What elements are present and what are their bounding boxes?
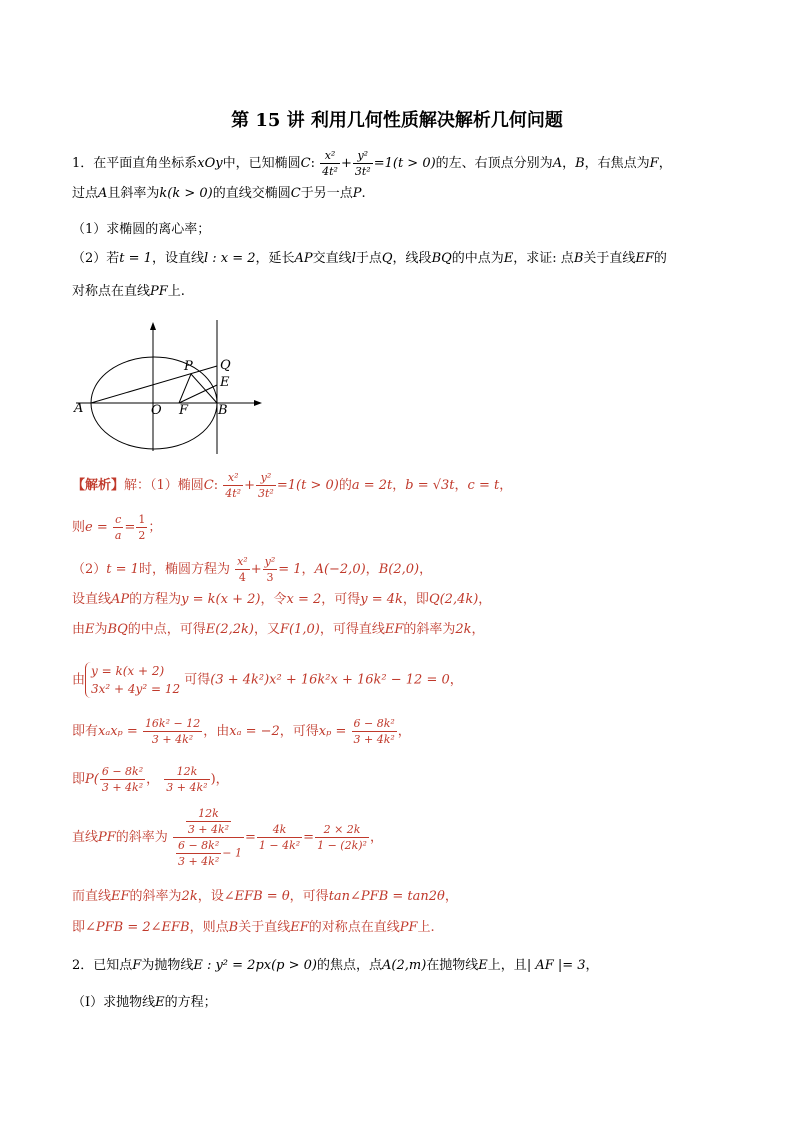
line-ap bbox=[91, 366, 217, 403]
ellipse-figure bbox=[72, 316, 272, 456]
solution-line-3: （2）t = 1时，椭圆方程为 $\frac{\text{x²}}{4}$ + $\frac{\text{y²}}{3}$ = 1，A(−2,0)，B(2,0)， bbox=[72, 555, 433, 584]
label-o: O bbox=[151, 403, 162, 418]
solution-line-11: 即∠PFB = 2∠EFB，则点B关于直线EF的对称点在直线PF上. bbox=[72, 920, 435, 935]
y-axis-arrow bbox=[150, 322, 156, 330]
fraction: $\frac{\text{6 − 8k²}}{\text{3 + 4k²}}$ bbox=[101, 765, 144, 794]
equation-system: y = k(x + 2) 3x² + 4y² = 12 bbox=[85, 662, 180, 698]
solution-line-10: 而直线EF的斜率为2k，设∠EFB = θ，可得tan∠PFB = tan2θ， bbox=[72, 889, 458, 904]
fraction: $\frac{\text{y²}}{\text{3t²}}$ bbox=[354, 149, 371, 178]
q1-line-1: 1．在平面直角坐标系xOy中，已知椭圆C: $\frac{\text{x²}}{\text{4t²}}$ + $\frac{\text{y²}}{\text{3t²}}$ =1(t > 0)的左、右顶点分别为A，B，右焦点为F， bbox=[72, 149, 672, 178]
fraction: $\frac{4k}{\text{1 − 4k²}}$ bbox=[258, 823, 301, 852]
fraction: $\frac{\text{16k² − 12}}{\text{3 + 4k²}}$ bbox=[144, 717, 201, 746]
label-p: P bbox=[184, 359, 193, 374]
label-q: Q bbox=[220, 358, 231, 373]
fraction: $\frac{\text{x²}}{\text{4t²}}$ bbox=[225, 471, 242, 500]
q1-part-1: （1）求椭圆的离心率； bbox=[72, 222, 211, 237]
solution-line-6: 由y = k(x + 2) 3x² + 4y² = 12 可得(3 + 4k²)x² + 16k²x + 16k² − 12 = 0， bbox=[72, 664, 463, 696]
label-b: B bbox=[218, 403, 228, 418]
solution-line-1: 【解析】解：（1）椭圆C: $\frac{\text{x²}}{\text{4t²}}$ + $\frac{\text{y²}}{\text{3t²}}$ =1(t > 0)的a = 2t，b = √3t，c = t， bbox=[72, 471, 513, 500]
solution-tag: 【解析】 bbox=[72, 478, 125, 493]
fraction: $\frac{\text{y²}}{\text{3t²}}$ bbox=[258, 471, 274, 500]
fraction: $\frac{\text{x²}}{4}$ bbox=[237, 555, 248, 584]
solution-line-5: 由E为BQ的中点，可得E(2,2k)，又F(1,0)，可得直线EF的斜率为2k， bbox=[72, 622, 485, 637]
page-title: 第 15 讲 利用几何性质解决解析几何问题 bbox=[231, 110, 563, 131]
fraction: $\frac{12k}{\text{3 + 4k²}}$ bbox=[166, 765, 208, 794]
compound-fraction: $\frac{12k}{\text{3 + 4k²}}$ $\frac{\text{6 − 8k²}}{\text{3 + 4k²}}$ − 1 bbox=[173, 806, 244, 869]
q2-line-1: 2．已知点F为抛物线E : y² = 2px(p > 0)的焦点，点A(2,m)在抛物线E上，且| AF |= 3， bbox=[72, 958, 599, 973]
solution-line-7: 即有xₐxₚ = $\frac{\text{16k² − 12}}{\text{3 + 4k²}}$ ，由xₐ = −2，可得xₚ = $\frac{\text{6 − 8k²}}{\text{3 + 4k²}}$ ， bbox=[72, 717, 411, 746]
x-axis-arrow bbox=[254, 400, 262, 406]
label-f: F bbox=[179, 403, 189, 418]
fraction: $\frac{2 \times 2k}{\text{1 − (2k)²}}$ bbox=[317, 823, 367, 852]
solution-line-9: 直线PF的斜率为 $\frac{12k}{\text{3 + 4k²}}$ $\frac{\text{6 − 8k²}}{\text{3 + 4k²}}$ − 1 = $\frac{4k}{\text{1 − 4k²}}$ = $\frac{2 \times 2k}{\text{1 − (2k)²}}$ ， bbox=[72, 807, 383, 868]
q1-part-2: （2）若t = 1，设直线l : x = 2，延长AP交直线l于点Q，线段BQ的中点为E，求证: 点B关于直线EF的 bbox=[72, 251, 667, 266]
fraction: $\frac{1}{2}$ bbox=[138, 513, 146, 542]
label-e: E bbox=[220, 375, 230, 390]
solution-line-2: 则e = $\frac{c}{a}$ = $\frac{1}{2}$ ； bbox=[72, 513, 162, 542]
segment-fe bbox=[179, 385, 217, 403]
fraction: $\frac{\text{y²}}{3}$ bbox=[264, 555, 276, 584]
q1-part-2-cont: 对称点在直线PF上. bbox=[72, 284, 185, 299]
label-a: A bbox=[74, 401, 84, 416]
fraction: $\frac{\text{x²}}{\text{4t²}}$ bbox=[322, 149, 338, 178]
fraction: $\frac{\text{6 − 8k²}}{\text{3 + 4k²}}$ bbox=[353, 717, 395, 746]
solution-line-4: 设直线AP的方程为y = k(x + 2)，令x = 2，可得y = 4k，即Q(2,4k)， bbox=[72, 592, 492, 607]
segment-pb bbox=[191, 374, 217, 403]
q1-line-2: 过点A且斜率为k(k > 0)的直线交椭圆C于另一点P. bbox=[72, 186, 366, 201]
solution-line-8: 即P( $\frac{\text{6 − 8k²}}{\text{3 + 4k²}}$ ， $\frac{12k}{\text{3 + 4k²}}$ )， bbox=[72, 765, 229, 794]
q2-part-1: （Ⅰ）求抛物线E的方程； bbox=[72, 995, 217, 1010]
fraction: $\frac{c}{a}$ bbox=[114, 513, 122, 542]
